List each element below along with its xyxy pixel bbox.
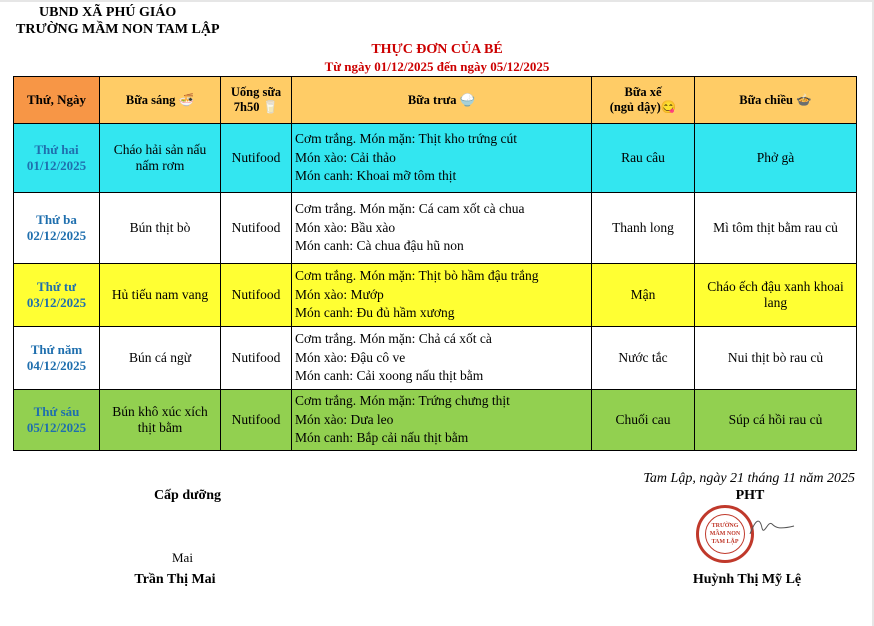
- day-name: Thứ ba: [36, 212, 77, 227]
- breakfast-cell: Cháo hải sản nấu nấm rơm: [100, 124, 221, 193]
- day-cell: [14, 124, 100, 193]
- lunch-soup: Món canh: Cải xoong nấu thịt bằm: [295, 368, 484, 384]
- snack-cell: Chuối cau: [592, 390, 695, 451]
- table-row: [14, 264, 857, 327]
- header-breakfast: Bữa sáng 🍜: [100, 77, 221, 124]
- lunch-soup: Món canh: Đu đủ hầm xương: [295, 305, 455, 321]
- lunch-soup: Món canh: Bắp cải nấu thịt bằm: [295, 430, 469, 446]
- milk-cell: Nutifood: [221, 390, 292, 451]
- header-milk: [221, 77, 292, 124]
- lunch-cell: [292, 390, 592, 451]
- weekly-menu-table: [13, 76, 857, 451]
- table-row: [14, 193, 857, 264]
- breakfast-cell: Bún khô xúc xích thịt bằm: [100, 390, 221, 451]
- header-afternoon: Bữa chiều 🍲: [695, 77, 857, 124]
- day-cell: [14, 327, 100, 390]
- day-cell: [14, 264, 100, 327]
- day-date: 04/12/2025: [26, 358, 87, 373]
- lunch-stir-fry: Món xào: Mướp: [295, 286, 384, 302]
- breakfast-cell: Bún thịt bò: [100, 193, 221, 264]
- lunch-main: Cơm trắng. Món mặn: Trứng chưng thịt: [295, 393, 510, 409]
- breakfast-cell: Bún cá ngừ: [100, 327, 221, 390]
- day-name: Thứ sáu: [33, 404, 80, 419]
- milk-cell: Nutifood: [221, 124, 292, 193]
- day-name: Thứ tư: [36, 279, 77, 294]
- afternoon-cell: Súp cá hồi rau củ: [695, 390, 857, 451]
- menu-title: THỰC ĐƠN CỦA BÉ: [371, 42, 503, 57]
- day-name: Thứ hai: [34, 142, 79, 157]
- lunch-soup: Món canh: Cà chua đậu hũ non: [295, 238, 464, 254]
- day-date: 02/12/2025: [26, 228, 87, 243]
- org-line-2: TRƯỜNG MẦM NON TAM LẬP: [16, 22, 220, 37]
- lunch-main: Cơm trắng. Món mặn: Chả cá xốt cà: [295, 331, 492, 347]
- milk-cell: Nutifood: [221, 327, 292, 390]
- cook-name: Trần Thị Mai: [134, 572, 216, 587]
- lunch-stir-fry: Món xào: Đậu cô ve: [295, 349, 406, 365]
- table-row: [14, 124, 857, 193]
- table-row: [14, 390, 857, 451]
- table-row: [14, 327, 857, 390]
- header-milk-line1: Uống sữa: [230, 85, 282, 99]
- lunch-cell: [292, 327, 592, 390]
- snack-cell: Mận: [592, 264, 695, 327]
- afternoon-cell: Nui thịt bò rau củ: [695, 327, 857, 390]
- lunch-stir-fry: Món xào: Bầu xào: [295, 219, 396, 235]
- place-and-date: Tam Lập, ngày 21 tháng 11 năm 2025: [643, 471, 855, 486]
- header-snack-line1: Bữa xế: [624, 85, 662, 99]
- header-snack-line2: (ngủ dậy)😋: [609, 100, 677, 114]
- day-date: 03/12/2025: [26, 295, 87, 310]
- seal-text: TRƯỜNG MẦM NON TAM LẬP: [709, 523, 741, 545]
- vice-principal-name: Huỳnh Thị Mỹ Lệ: [692, 572, 802, 587]
- header-row: [14, 77, 857, 124]
- day-name: Thứ năm: [30, 342, 83, 357]
- lunch-stir-fry: Món xào: Cải thảo: [295, 149, 396, 165]
- school-seal: [696, 505, 754, 563]
- milk-cell: Nutifood: [221, 193, 292, 264]
- breakfast-cell: Hủ tiếu nam vang: [100, 264, 221, 327]
- lunch-soup: Món canh: Khoai mỡ tôm thịt: [295, 168, 457, 184]
- date-range: Từ ngày 01/12/2025 đến ngày 05/12/2025: [324, 59, 550, 74]
- lunch-main: Cơm trắng. Món mặn: Thịt kho trứng cút: [295, 131, 517, 147]
- lunch-stir-fry: Món xào: Dưa leo: [295, 411, 394, 427]
- header-snack: [592, 77, 695, 124]
- handwritten-signature: [748, 514, 796, 540]
- lunch-cell: [292, 124, 592, 193]
- day-date: 01/12/2025: [26, 158, 87, 173]
- lunch-main: Cơm trắng. Món mặn: Cá cam xốt cà chua: [295, 201, 525, 217]
- vice-principal-title: PHT: [735, 488, 765, 503]
- afternoon-cell: Mì tôm thịt bằm rau củ: [695, 193, 857, 264]
- cook-title: Cấp dưỡng: [153, 488, 222, 503]
- lunch-cell: [292, 264, 592, 327]
- day-cell: [14, 390, 100, 451]
- seal-inner-ring: [705, 514, 745, 554]
- milk-cell: Nutifood: [221, 264, 292, 327]
- header-milk-line2: 7h50 🥛: [233, 100, 279, 114]
- day-cell: [14, 193, 100, 264]
- header-day: Thứ, Ngày: [14, 77, 100, 124]
- day-date: 05/12/2025: [26, 420, 87, 435]
- lunch-cell: [292, 193, 592, 264]
- lunch-main: Cơm trắng. Món mặn: Thịt bò hầm đậu trắng: [295, 268, 539, 284]
- snack-cell: Rau câu: [592, 124, 695, 193]
- snack-cell: Thanh long: [592, 193, 695, 264]
- snack-cell: Nước tắc: [592, 327, 695, 390]
- top-border: [0, 0, 874, 2]
- afternoon-cell: Phở gà: [695, 124, 857, 193]
- afternoon-cell: Cháo ếch đậu xanh khoai lang: [695, 264, 857, 327]
- organization-header: [0, 4, 250, 38]
- org-line-1: UBND XÃ PHÚ GIÁO: [39, 5, 177, 20]
- header-lunch: Bữa trưa 🍚: [292, 77, 592, 124]
- cook-signature: Mai: [172, 550, 193, 565]
